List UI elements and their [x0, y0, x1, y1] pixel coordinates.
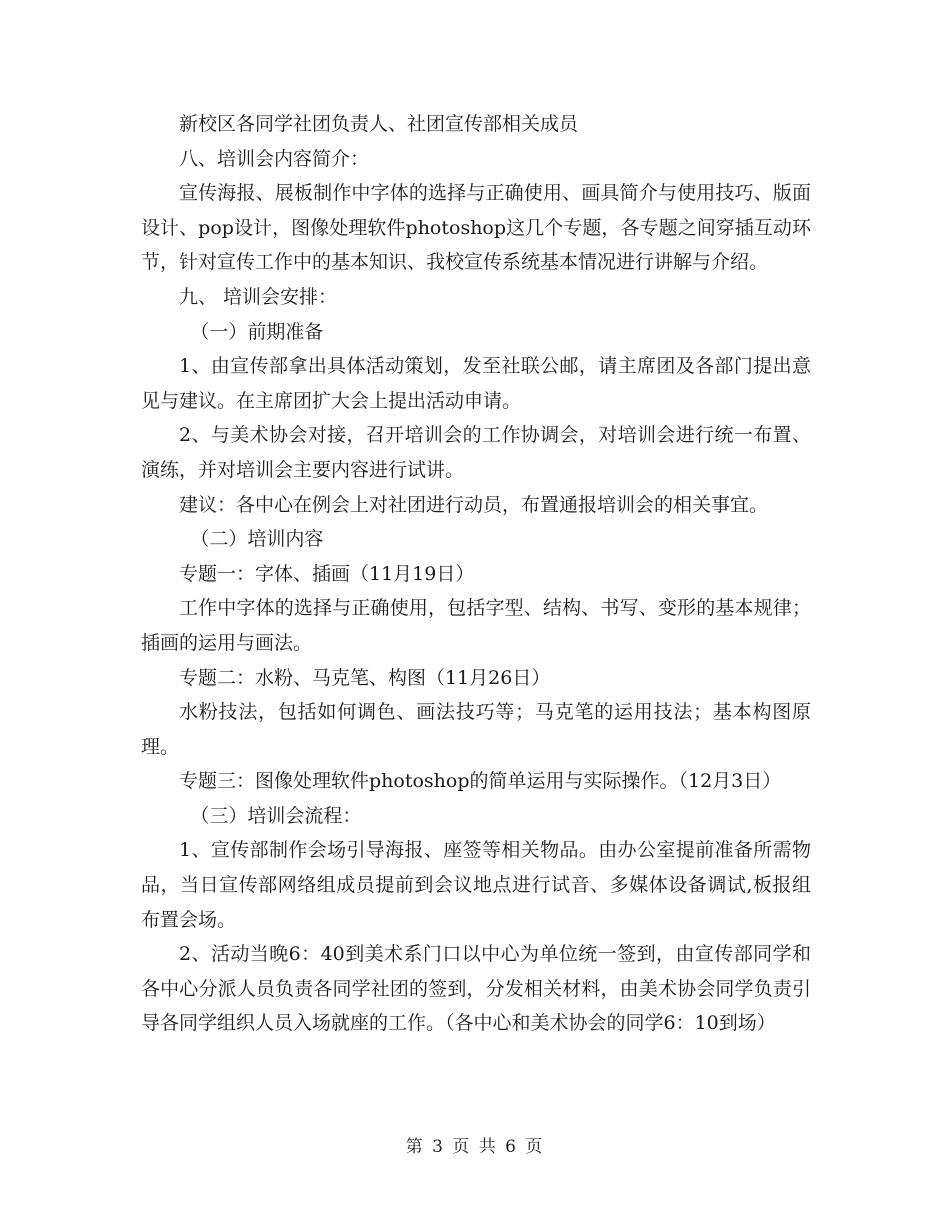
paragraph-prep-2: 2、与美术协会对接，召开培训会的工作协调会，对培训会进行统一布置、演练，并对培训会主要内容进行试讲。 — [141, 424, 811, 481]
topic-1-title: 专题一：字体、插画（11月19日） — [179, 562, 475, 585]
heading-section-8: 八、培训会内容简介： — [179, 147, 370, 170]
paragraph-participants: 新校区各同学社团负责人、社团宣传部相关成员 — [179, 113, 579, 135]
subheading-training-content: （二）培训内容 — [190, 528, 324, 551]
heading-section-9: 九、 培训会安排： — [179, 285, 338, 308]
topic-1-body: 工作中字体的选择与正确使用，包括字型、结构、书写、变形的基本规律；插画的运用与画法。 — [141, 597, 811, 654]
paragraph-process-2: 2、活动当晚6：40到美术系门口以中心为单位统一签到，由宣传部同学和各中心分派人员负责各同学社团的签到，分发相关材料，由美术协会同学负责引导各同学组织人员入场就座的工作。（各中心和美术协会的同学6：10到场） — [141, 943, 811, 1035]
paragraph-process-1: 1、宣传部制作会场引导海报、座签等相关物品。由办公室提前准备所需物品，当日宣传部网络组成员提前到会议地点进行试音、多媒体设备调试,板报组布置会场。 — [141, 839, 811, 931]
topic-2-title: 专题二：水粉、马克笔、构图（11月26日） — [179, 666, 551, 689]
document-body — [141, 107, 811, 1041]
paragraph-prep-1: 1、由宣传部拿出具体活动策划，发至社联公邮，请主席团及各部门提出意见与建议。在主席团扩大会上提出活动申请。 — [141, 355, 811, 412]
subheading-process: （三）培训会流程： — [190, 804, 362, 827]
topic-2-body: 水粉技法，包括如何调色、画法技巧等；马克笔的运用技法；基本构图原理。 — [141, 701, 811, 758]
topic-3-title: 专题三：图像处理软件photoshop的简单运用与实际操作。（12月3日） — [179, 770, 782, 793]
paragraph-suggestion: 建议：各中心在例会上对社团进行动员，布置通报培训会的相关事宜。 — [179, 493, 769, 516]
subheading-preparation: （一）前期准备 — [190, 320, 324, 343]
page-number-footer: 第 3 页 共 6 页 — [405, 1137, 545, 1157]
paragraph-content-intro: 宣传海报、展板制作中字体的选择与正确使用、画具简介与使用技巧、版面设计、pop设计，图像处理软件photoshop这几个专题，各专题之间穿插互动环节，针对宣传工作中的基本知识、我校宣传系统基本情况进行讲解与介绍。 — [141, 182, 811, 274]
